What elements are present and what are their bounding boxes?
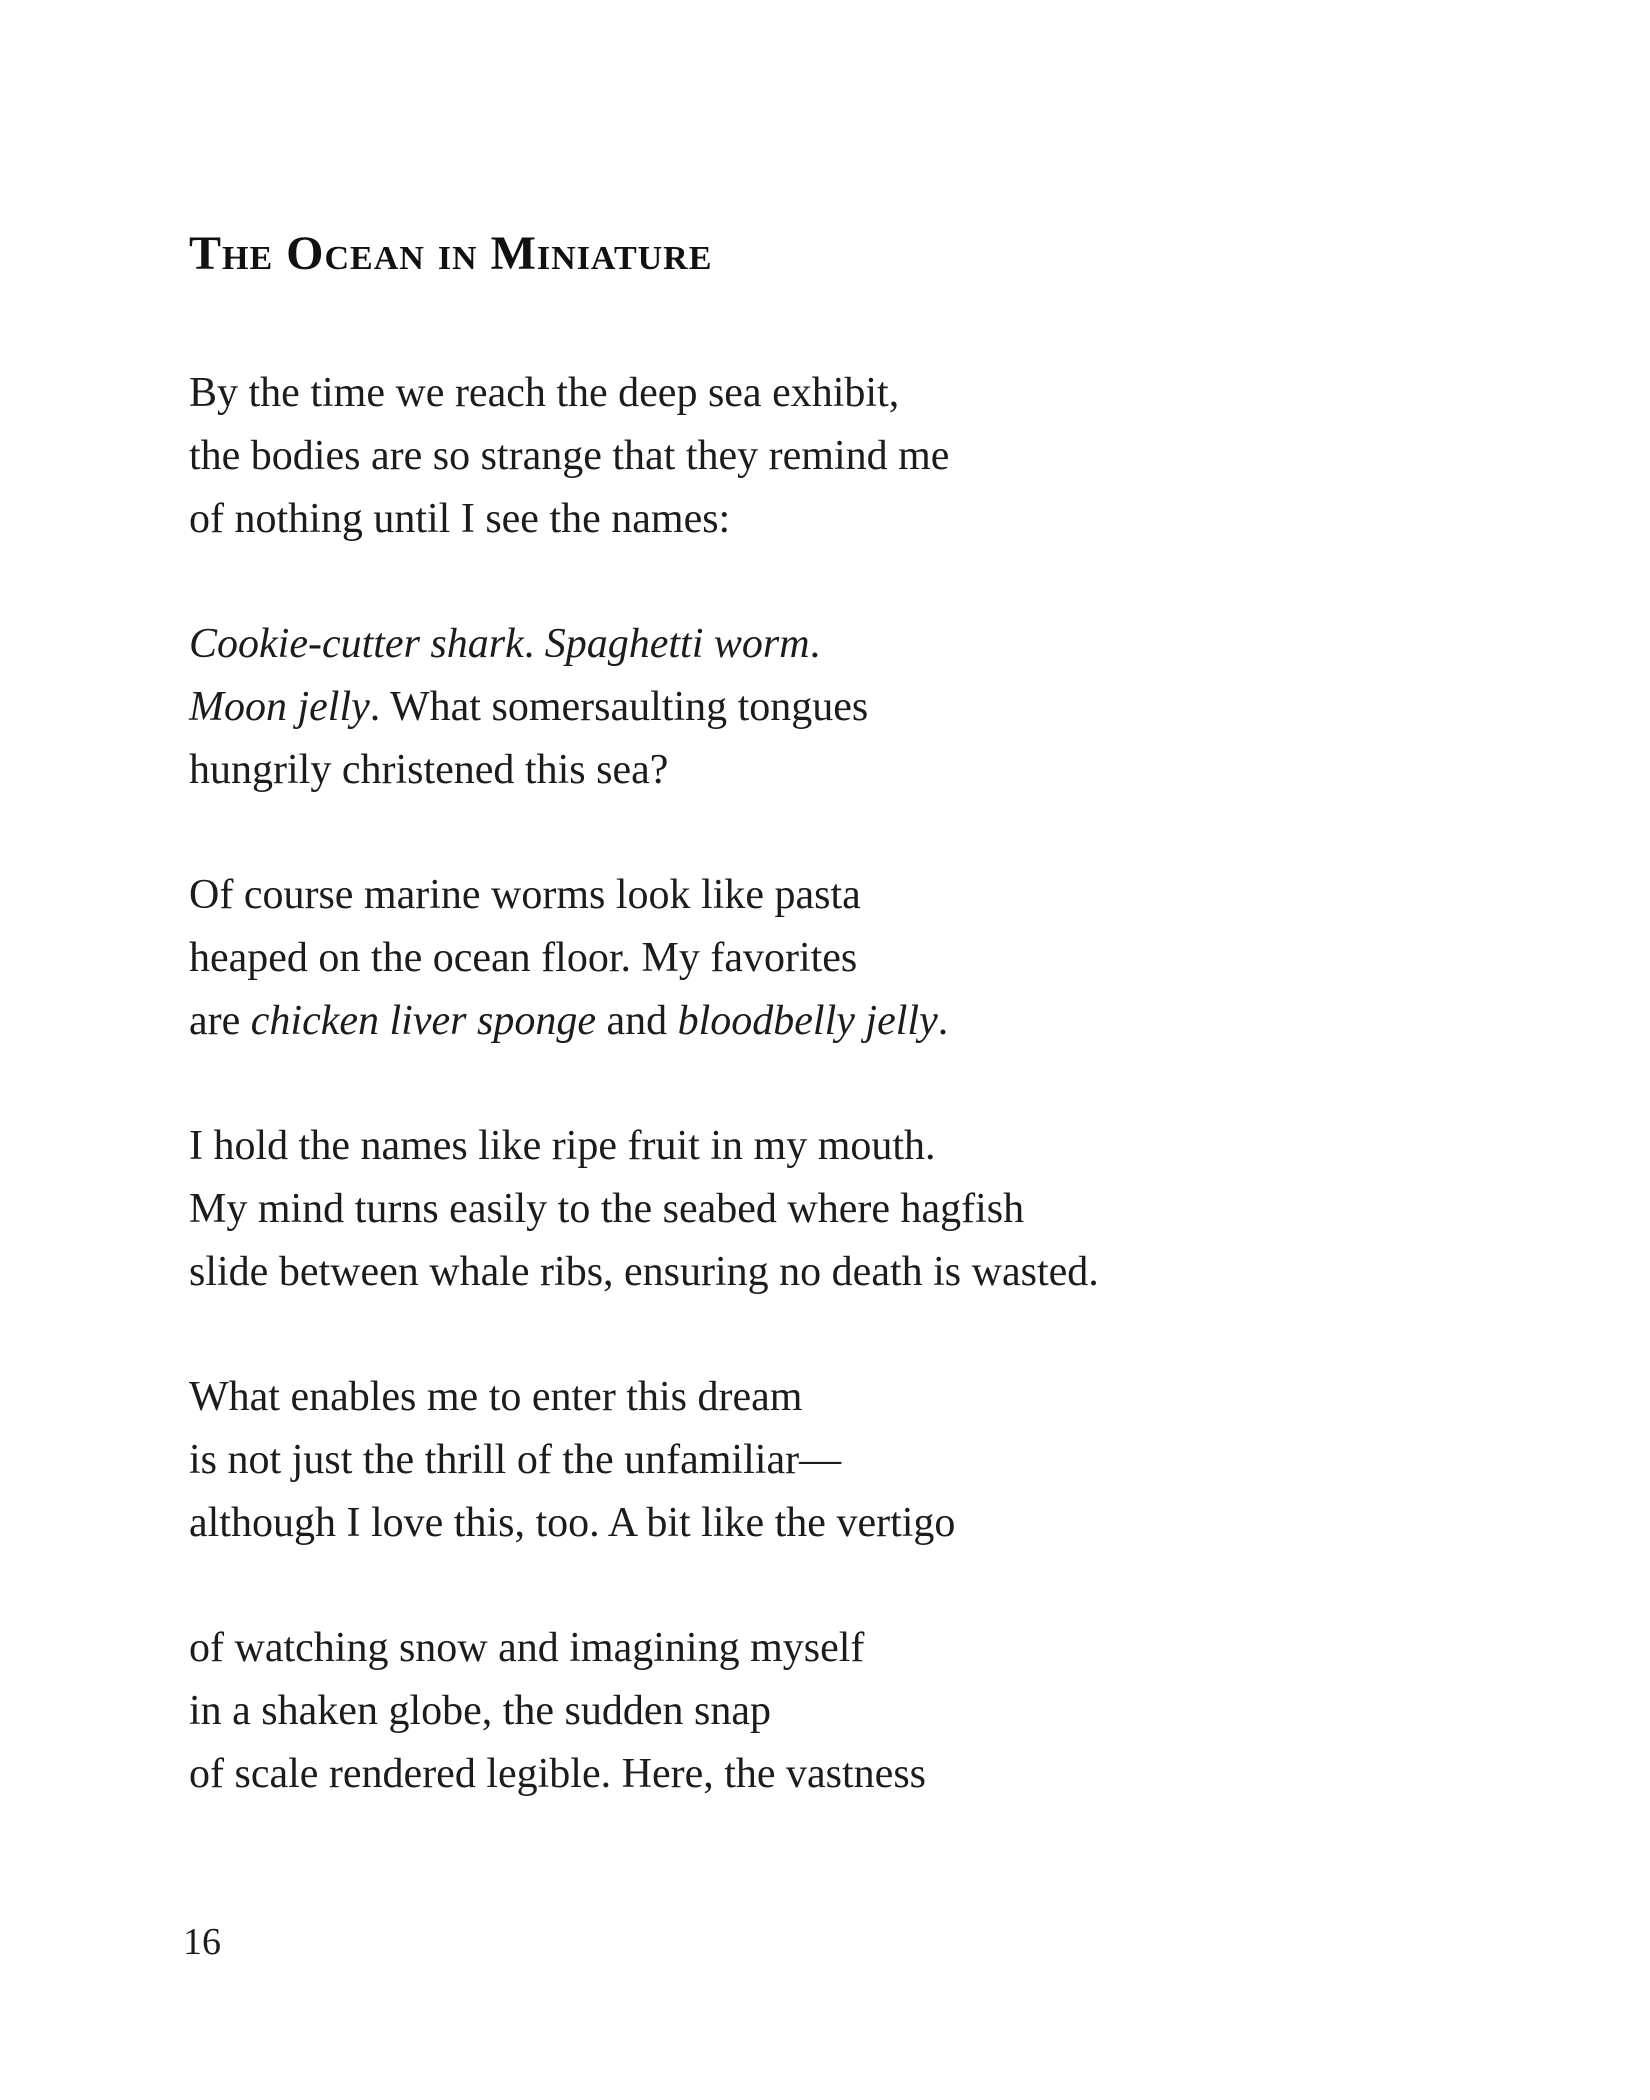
poem-line [189, 425, 1489, 488]
poem-line [189, 927, 1489, 990]
stanza [189, 362, 1489, 551]
italic-phrase: Spaghetti worm [544, 621, 810, 667]
line-text: slide between whale ribs, ensuring no death is wasted. [189, 1249, 1099, 1295]
line-text: My mind turns easily to the seabed where hagfish [189, 1186, 1025, 1232]
italic-phrase: Moon jelly [189, 684, 370, 730]
line-text: . What somersaulting tongues [369, 684, 869, 730]
poem-line [189, 1115, 1489, 1178]
line-text: and [595, 998, 678, 1044]
page-number: 16 [183, 1921, 221, 1963]
poem-line [189, 613, 1489, 676]
line-text: is not just the thrill of the unfamiliar— [189, 1437, 842, 1483]
stanza [189, 613, 1489, 802]
poem-line [189, 739, 1489, 802]
line-text: of nothing until I see the names: [189, 496, 731, 542]
poem-line [189, 1178, 1489, 1241]
italic-phrase: chicken liver sponge [250, 998, 596, 1044]
poem-line [189, 990, 1489, 1053]
poem-title: The Ocean in Miniature [189, 227, 713, 280]
line-text: I hold the names like ripe fruit in my mouth. [189, 1123, 936, 1169]
italic-phrase: Cookie-cutter shark [189, 621, 524, 667]
stanza [189, 1617, 1489, 1806]
poem-line [189, 1366, 1489, 1429]
poem-line [189, 1241, 1489, 1304]
line-text: although I love this, too. A bit like the vertigo [189, 1500, 956, 1546]
line-text: By the time we reach the deep sea exhibit, [189, 370, 900, 416]
line-text: heaped on the ocean floor. My favorites [189, 935, 858, 981]
poem-line [189, 864, 1489, 927]
poem-line [189, 362, 1489, 425]
line-text: Of course marine worms look like pasta [189, 872, 861, 918]
poem-line [189, 1429, 1489, 1492]
poem-line [189, 1492, 1489, 1555]
line-text: hungrily christened this sea? [189, 747, 669, 793]
line-text: What enables me to enter this dream [189, 1374, 803, 1420]
poem-line [189, 1743, 1489, 1806]
stanza [189, 1115, 1489, 1304]
line-text: of watching snow and imagining myself [189, 1625, 865, 1671]
stanza [189, 1366, 1489, 1555]
poem-line [189, 1680, 1489, 1743]
line-text: . [523, 621, 545, 667]
line-text: are [189, 998, 251, 1044]
poem-body [189, 362, 1489, 1868]
poem-line [189, 676, 1489, 739]
line-text: of scale rendered legible. Here, the vastness [189, 1751, 927, 1797]
poem-line [189, 1617, 1489, 1680]
stanza [189, 864, 1489, 1053]
line-text: in a shaken globe, the sudden snap [189, 1688, 772, 1734]
italic-phrase: bloodbelly jelly [677, 998, 938, 1044]
line-text: . [809, 621, 821, 667]
poem-line [189, 488, 1489, 551]
line-text: . [937, 998, 949, 1044]
line-text: the bodies are so strange that they remind me [189, 433, 950, 479]
